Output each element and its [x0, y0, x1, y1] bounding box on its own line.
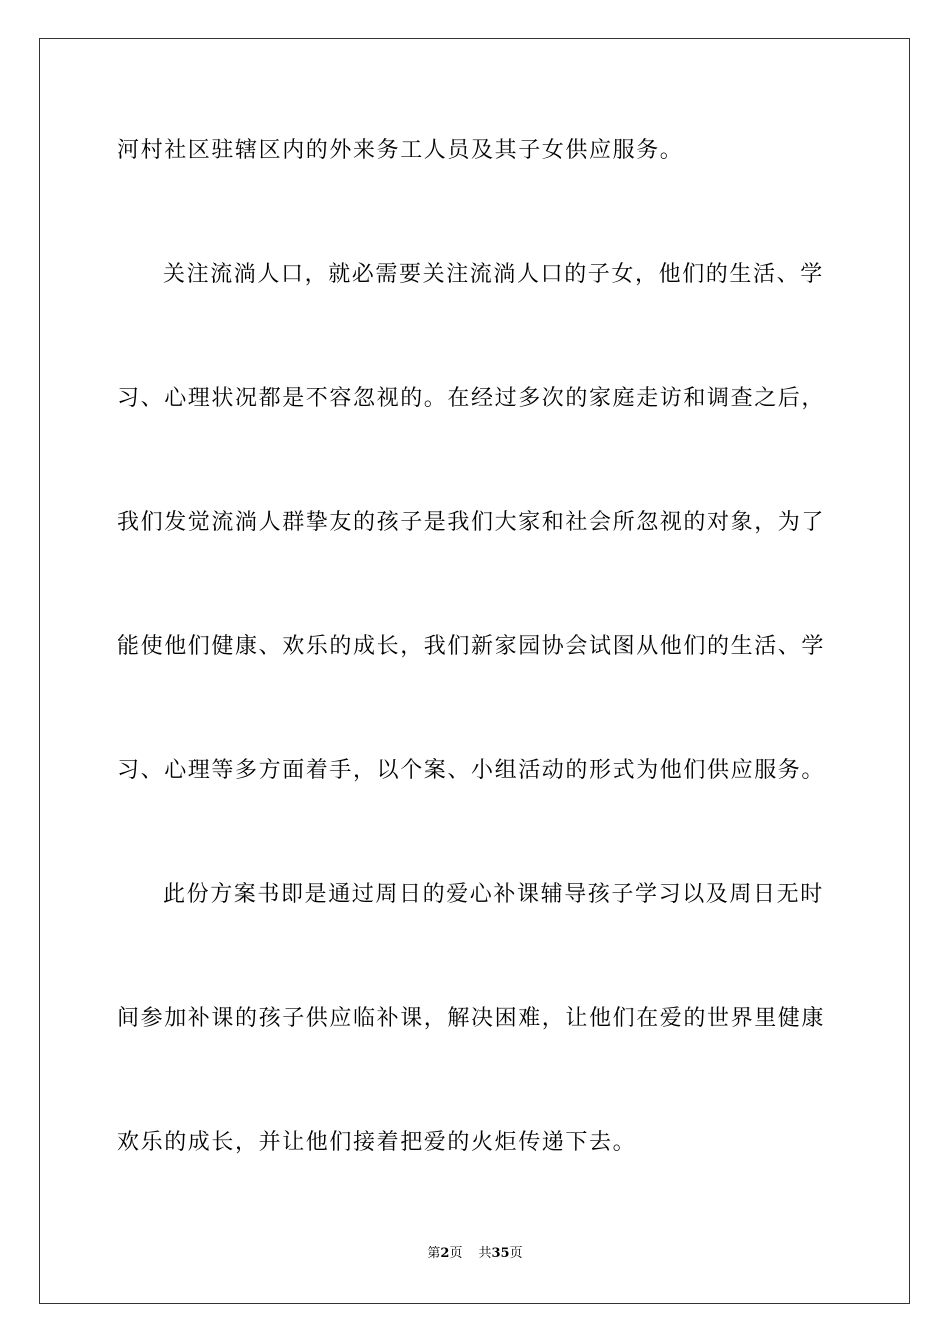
- footer-total-prefix: 共: [478, 1246, 492, 1261]
- footer-page-prefix: 第: [427, 1246, 441, 1261]
- body-line-6: 习、心理等多方面着手，以个案、小组活动的形式为他们供应服务。: [117, 758, 826, 783]
- body-line-1: 河村社区驻辖区内的外来务工人员及其子女供应服务。: [117, 138, 684, 163]
- page-border: [39, 38, 910, 1304]
- footer-total-suffix: 页: [509, 1246, 523, 1261]
- body-line-7: 此份方案书即是通过周日的爱心补课辅导孩子学习以及周日无时: [163, 882, 824, 907]
- body-line-8: 间参加补课的孩子供应临补课，解决困难，让他们在爱的世界里健康: [117, 1006, 826, 1031]
- body-line-4: 我们发觉流淌人群挚友的孩子是我们大家和社会所忽视的对象，为了: [117, 510, 826, 535]
- footer-page-suffix: 页: [449, 1246, 463, 1261]
- footer-total-number: 35: [491, 1246, 510, 1261]
- body-line-9: 欢乐的成长，并让他们接着把爱的火炬传递下去。: [117, 1130, 637, 1155]
- body-line-3: 习、心理状况都是不容忽视的。在经过多次的家庭走访和调查之后，: [117, 386, 826, 411]
- body-line-5: 能使他们健康、欢乐的成长，我们新家园协会试图从他们的生活、学: [117, 634, 826, 659]
- page-footer: [0, 1245, 950, 1263]
- footer-page-number: 2: [440, 1246, 450, 1261]
- body-line-2: 关注流淌人口，就必需要关注流淌人口的子女，他们的生活、学: [163, 262, 824, 287]
